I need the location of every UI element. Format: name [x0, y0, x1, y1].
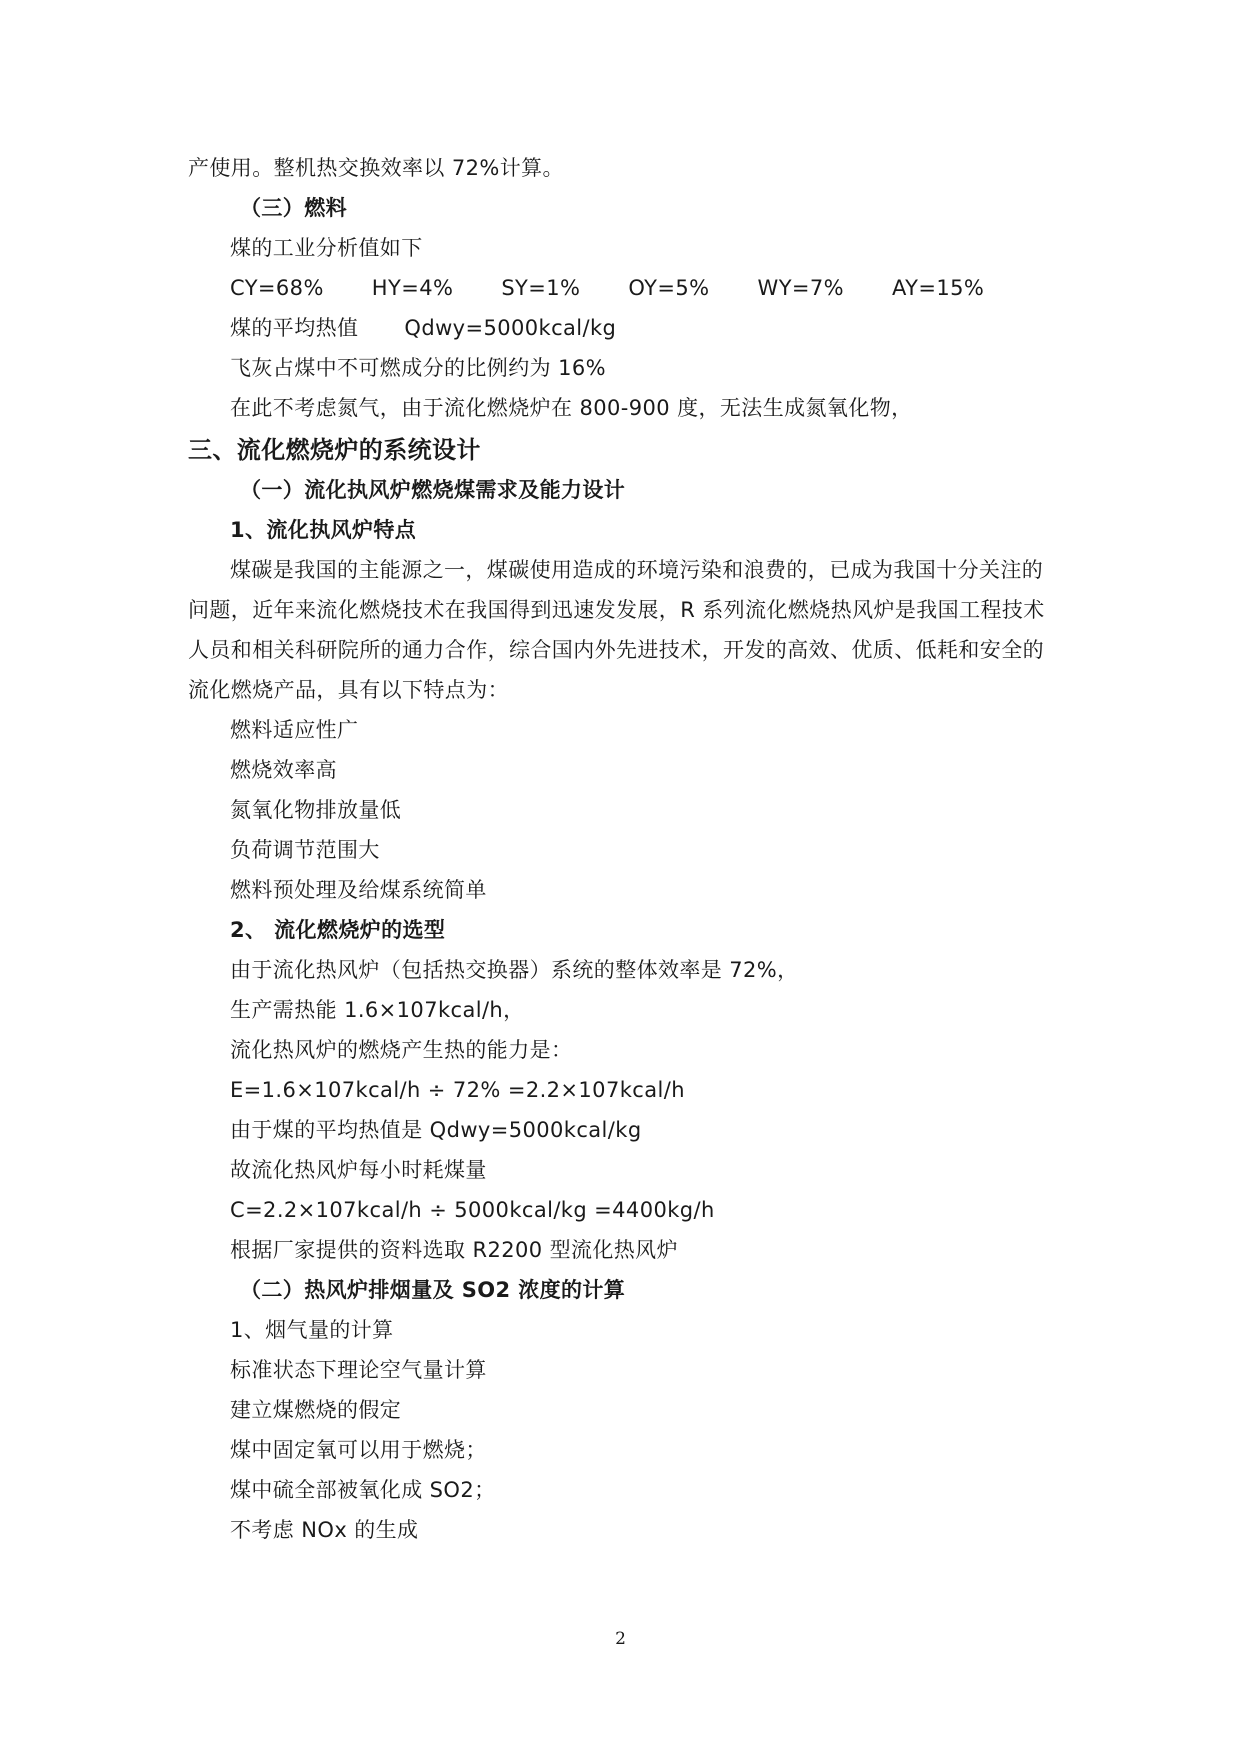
list-item: 氮氧化物排放量低 [230, 798, 402, 822]
formula-line: C=2.2×107kcal/h ÷ 5000kcal/kg =4400kg/h [230, 1198, 715, 1222]
text-line: 煤的工业分析值如下 [230, 236, 423, 260]
text-line: 由于煤的平均热值是 Qdwy=5000kcal/kg [230, 1118, 642, 1142]
text-line: 故流化热风炉每小时耗煤量 [230, 1158, 487, 1182]
chapter-heading: 三、流化燃烧炉的系统设计 [188, 436, 481, 464]
paragraph-line: 人员和相关科研院所的通力合作，综合国内外先进技术，开发的高效、优质、低耗和安全的 [188, 638, 1044, 662]
text-line: 生产需热能 1.6×107kcal/h， [230, 998, 525, 1022]
text-line: 飞灰占煤中不可燃成分的比例约为 16% [230, 356, 606, 380]
section-heading: （二）热风炉排烟量及 SO2 浓度的计算 [240, 1278, 626, 1302]
text-line: 建立煤燃烧的假定 [230, 1398, 402, 1422]
value-hy: HY=4% [371, 276, 454, 300]
subsection-heading: 1、烟气量的计算 [230, 1318, 394, 1342]
value-cy: CY=68% [230, 276, 324, 300]
page-number: 2 [615, 1629, 626, 1649]
text-line: 流化热风炉的燃烧产生热的能力是： [230, 1038, 573, 1062]
value: Qdwy=5000kcal/kg [404, 316, 617, 340]
section-heading: （三）燃料 [240, 196, 347, 220]
list-item: 燃烧效率高 [230, 758, 337, 782]
section-heading: （一）流化执风炉燃烧煤需求及能力设计 [240, 478, 626, 502]
text-line: 煤中硫全部被氧化成 SO2； [230, 1478, 496, 1502]
label: 煤的平均热值 [230, 316, 359, 340]
value-sy: SY=1% [501, 276, 581, 300]
text-line: 产使用。整机热交换效率以 72%计算。 [188, 156, 564, 180]
paragraph-line: 问题，近年来流化燃烧技术在我国得到迅速发发展，R 系列流化燃烧热风炉是我国工程技术 [188, 598, 1045, 622]
list-item: 燃料适应性广 [230, 718, 359, 742]
text-line: 不考虑 NOx 的生成 [230, 1518, 419, 1542]
value-wy: WY=7% [757, 276, 845, 300]
paragraph-line: 流化燃烧产品，具有以下特点为： [188, 678, 509, 702]
text-line [230, 314, 616, 342]
coal-analysis-values [230, 274, 984, 302]
paragraph-line: 煤碳是我国的主能源之一，煤碳使用造成的环境污染和浪费的，已成为我国十分关注的 [230, 558, 1044, 582]
list-item: 负荷调节范围大 [230, 838, 380, 862]
value-ay: AY=15% [892, 276, 985, 300]
value-oy: OY=5% [628, 276, 710, 300]
list-item: 燃料预处理及给煤系统简单 [230, 878, 487, 902]
text-line: 标准状态下理论空气量计算 [230, 1358, 487, 1382]
text-line: 煤中固定氧可以用于燃烧； [230, 1438, 487, 1462]
subsection-heading: 2、 流化燃烧炉的选型 [230, 918, 446, 942]
text-line: 由于流化热风炉（包括热交换器）系统的整体效率是 72%， [230, 958, 799, 982]
text-line: 根据厂家提供的资料选取 R2200 型流化热风炉 [230, 1238, 678, 1262]
formula-line: E=1.6×107kcal/h ÷ 72% =2.2×107kcal/h [230, 1078, 685, 1102]
subsection-heading: 1、流化执风炉特点 [230, 518, 417, 542]
text-line: 在此不考虑氮气，由于流化燃烧炉在 800-900 度，无法生成氮氧化物， [230, 396, 913, 420]
